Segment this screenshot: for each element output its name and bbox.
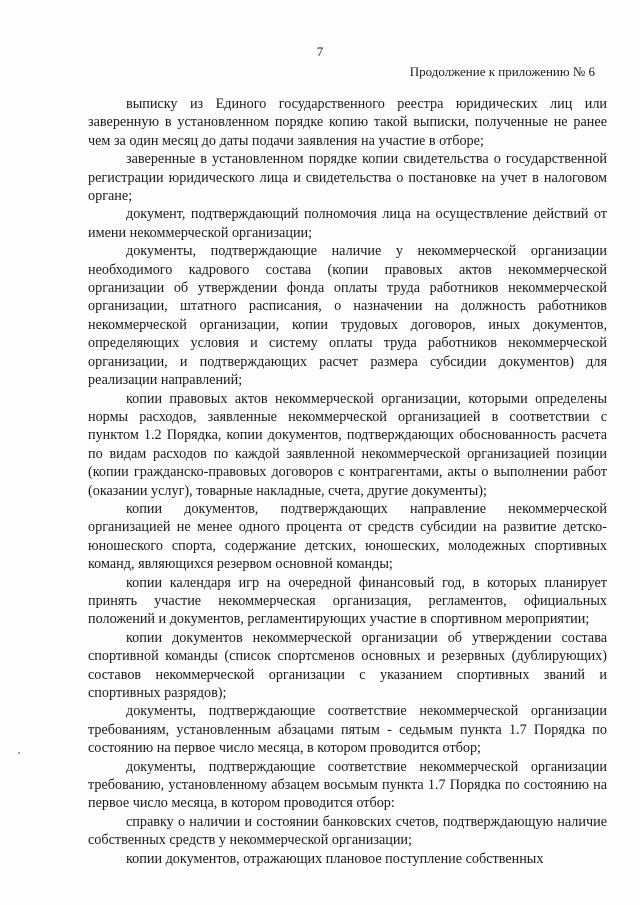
appendix-continuation-note: Продолжение к приложению № 6 xyxy=(409,64,595,79)
paragraph-own-funds: копии документов, отражающих плановое поступление собственных xyxy=(126,850,544,867)
paragraph-authority-document: документ, подтверждающий полномочия лица на осуществление действий от имени некоммерческой организации; xyxy=(88,206,607,241)
paragraph-game-calendar: копии календаря игр на очередной финансовый год, в которых планирует принять участие некоммерческая организация, регламентов, официальных положений и документов, регламентирующих участие в спортивном мероприятии; xyxy=(88,574,607,628)
paragraph-staffing-documents: документы, подтверждающие наличие у некоммерческой организации необходимого кадрового состава (копии правовых актов некоммерческой организации об утверждении фонда оплаты труда работников некоммерческой организации, штатного расписания, о назначении на должность работников некоммерческой организации, копии трудовых договоров, иных документов, определяющих условия и систему оплаты труда работников некоммерческой организации, и подтверждающих расчет размера субсидии документов) для реализации направлений; xyxy=(88,243,607,389)
paragraph-team-roster: копии документов некоммерческой организации об утверждении состава спортивной команды (список спортсменов основных и резервных (дублирующих) составов некоммерческой организации с указанием спортивных званий и спортивных разрядов); xyxy=(88,629,607,701)
scan-artifact-dot xyxy=(18,752,20,754)
page-number: 7 xyxy=(316,44,324,59)
paragraph-requirement-8: документы, подтверждающие соответствие некоммерческой организации требованию, установленному абзацем восьмым пункта 1.7 Порядка по состоянию на первое число месяца, в котором проводится отбор: xyxy=(88,758,607,812)
paragraph-registration-certificates: заверенные в установленном порядке копии свидетельства о государственной регистрации юридического лица и свидетельства о постановке на учет в налоговом органе; xyxy=(88,151,607,205)
paragraph-expense-norms: копии правовых актов некоммерческой организации, которыми определены нормы расходов, заявленные некоммерческой организацией в соответствии с пунктом 1.2 Порядка, копии документов, подтверждающих обоснованность расчета по видам расходов по каждой заявленной некоммерческой организацией позиции (копии гражданско-правовых договоров с контрагентами, акты о выполнении работ (оказании услуг), товарные накладные, счета, другие документы); xyxy=(88,390,607,499)
paragraph-bank-accounts: справку о наличии и состоянии банковских счетов, подтверждающую наличие собственных средств у некоммерческой организации; xyxy=(88,813,607,849)
paragraph-registry-extract: выписку из Единого государственного реестра юридических лиц или заверенную в установленном порядке копию такой выписки, полученные не ранее чем за один месяц до даты подачи заявления на участие в отборе; xyxy=(88,96,607,149)
document-body xyxy=(88,95,607,868)
paragraph-requirements-5-7: документы, подтверждающие соответствие некоммерческой организации требованиям, установленным абзацами пятым - седьмым пункта 1.7 Порядка по состоянию на первое число месяца, в котором проводится отбор; xyxy=(88,703,607,757)
paragraph-youth-sport-funding: копии документов, подтверждающих направление некоммерческой организацией не менее одного процента от средств субсидии на развитие детско-юношеского спорта, содержание детских, юношеских, молодежных спортивных команд, являющихся резервом основной команды; xyxy=(88,500,607,573)
